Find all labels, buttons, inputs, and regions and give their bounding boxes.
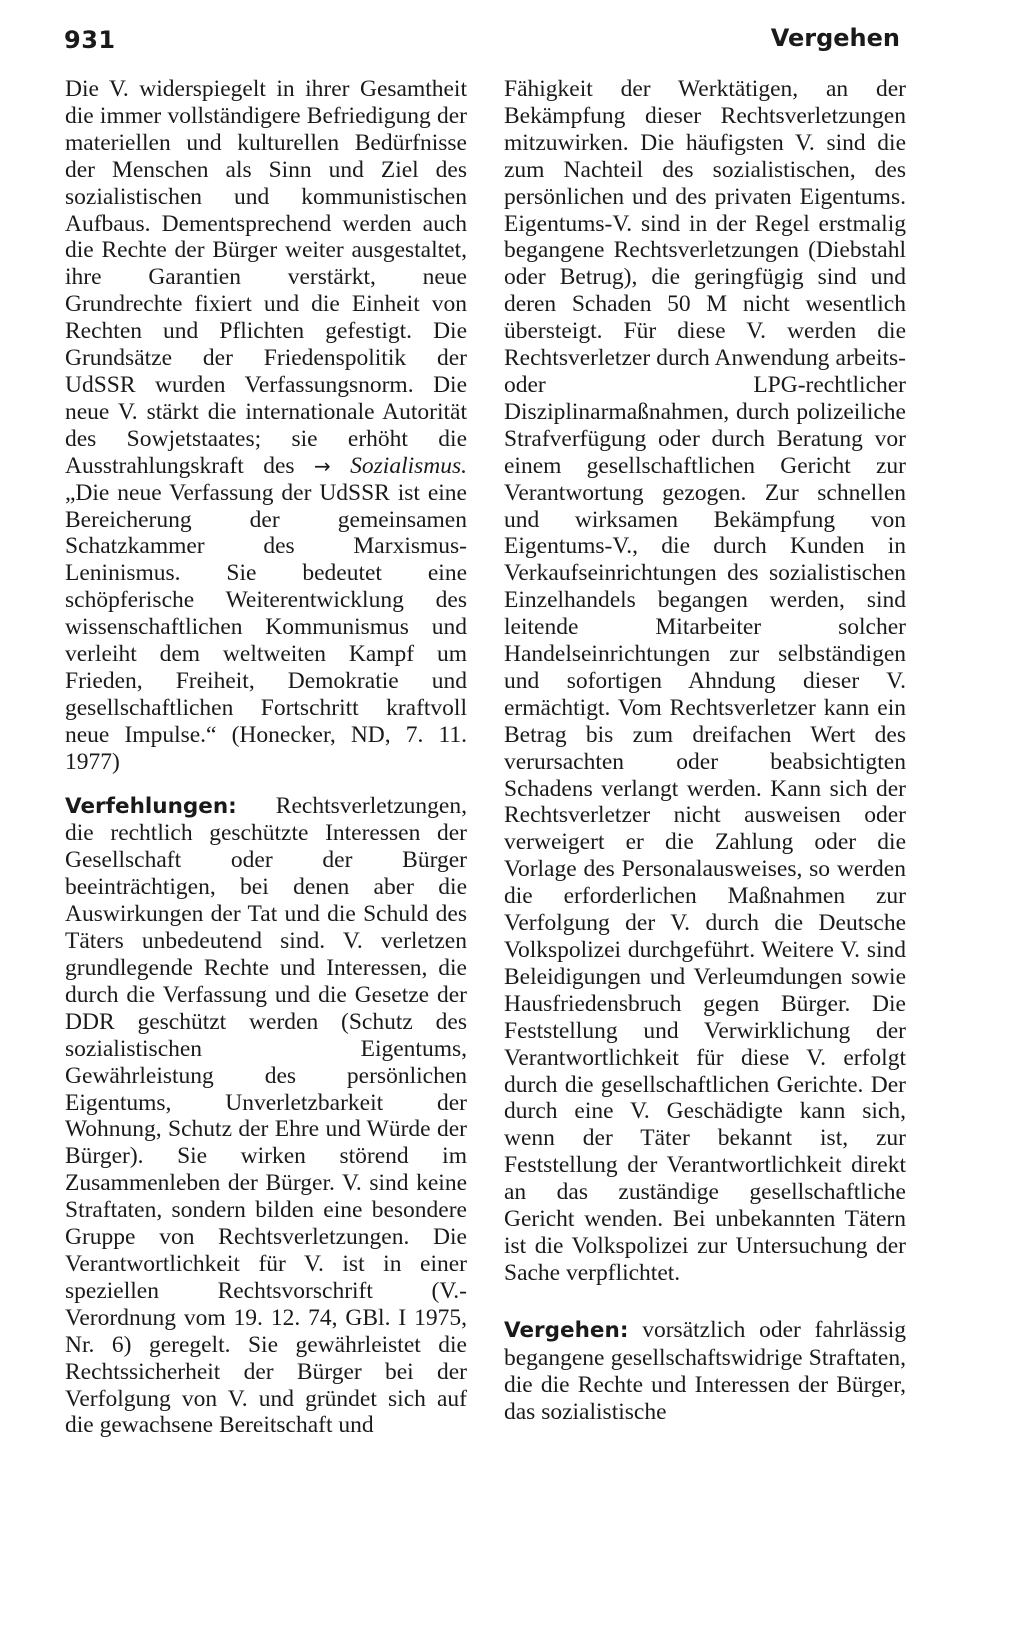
running-head: Vergehen (770, 24, 900, 52)
paragraph-text: Die V. widerspiegelt in ihrer Gesamtheit die immer vollständigere Befriedigung der materiellen und kulturellen Bedürfnisse der Menschen als Sinn und Ziel des sozialistischen und kommunistischen Aufbaus. Dementsprechend werden auch die Rechte der Bürger weiter ausgestaltet, ihre Garantien verstärkt, neue Grundrechte fixiert und die Einheit von Rechten und Pflichten gefestigt. Die Grundsätze der Friedenspolitik der UdSSR wurden Verfassungsnorm. Die neue V. stärkt die internationale Autorität des Sowjetstaates; sie erhöht die Ausstrahlungskraft des (65, 76, 467, 479)
page-number: 931 (64, 26, 116, 54)
right-column (504, 76, 906, 1425)
entry-verfehlungen (65, 793, 467, 1440)
entry-text: Rechtsverletzungen, die rechtlich geschützte Interessen der Gesellschaft oder der Bürger beeinträchtigen, bei denen aber die Auswirkungen der Tat und die Schuld des Täters unbedeutend sind. V. verletzen grundlegende Rechte und Interessen, die durch die Verfassung und die Gesetze der DDR geschützt werden (Schutz des sozialistischen Eigentums, Gewährleistung des persönlichen Eigentums, Unverletzbarkeit der Wohnung, Schutz der Ehre und Würde der Bürger). Sie wirken störend im Zusammenleben der Bürger. V. sind keine Straftaten, sondern bilden eine besondere Gruppe von Rechtsverletzungen. Die Verantwortlichkeit für V. ist in einer speziellen Rechtsvorschrift (V.-Verordnung vom 19. 12. 74, GBl. I 1975, Nr. 6) geregelt. Sie gewährleistet die Rechtssicherheit der Bürger bei der Verfolgung von V. und gründet sich auf die gewachsene Bereitschaft und (65, 792, 467, 1439)
paragraph-text: „Die neue Verfassung der UdSSR ist eine Bereicherung der gemeinsamen Schatzkammer des Marxismus-Leninismus. Sie bedeutet eine schöpferische Weiterentwicklung des wissenschaftlichen Kommunismus und verleiht dem weltweiten Kampf um Frieden, Freiheit, Demokratie und gesellschaftlichen Fortschritt kraftvoll neue Impulse.“ (Honecker, ND, 7. 11. 1977) (65, 479, 467, 775)
paragraph-verfehlungen-continuation (504, 76, 906, 1287)
cross-reference-link[interactable]: Sozialismus. (350, 452, 468, 479)
paragraph-text: Fähigkeit der Werktätigen, an der Bekämpfung dieser Rechtsverletzungen mitzuwirken. Die häufigsten V. sind die zum Nachteil des sozialistischen, des persönlichen und des privaten Eigentums. Eigentums-V. sind in der Regel erstmalig begangene Rechtsverletzungen (Diebstahl oder Betrug), die geringfügig sind und deren Schaden 50 M nicht wesentlich übersteigt. Für diese V. werden die Rechtsverletzer durch Anwendung arbeits- oder LPG-rechtlicher Disziplinarmaßnahmen, durch polizeiliche Strafverfügung oder durch Beratung vor einem gesellschaftlichen Gericht zur Verantwortung gezogen. Zur schnellen und wirksamen Bekämpfung von Eigentums-V., die durch Kunden in Verkaufseinrichtungen des sozialistischen Einzelhandels begangen werden, sind leitende Mitarbeiter solcher Handelseinrichtungen zur selbständigen und sofortigen Ahndung dieser V. ermächtigt. Vom Rechtsverletzer kann ein Betrag bis zum dreifachen Wert des verursachten oder beabsichtigten Schadens verlangt werden. Kann sich der Rechtsverletzer nicht ausweisen oder verweigert er die Zahlung oder die Vorlage des Personalausweises, so werden die erforderlichen Maßnahmen zur Verfolgung der V. durch die Deutsche Volkspolizei durchgeführt. Weitere V. sind Beleidigungen und Verleumdungen sowie Hausfriedensbruch gegen Bürger. Die Feststellung und Verwirklichung der Verantwortlichkeit für diese V. erfolgt durch die gesellschaftlichen Gerichte. Der durch eine V. Geschädigte kann sich, wenn der Täter bekannt ist, zur Feststellung der Verantwortlichkeit direkt an das zuständige gesellschaftliche Gericht wenden. Bei unbekannten Tätern ist die Volkspolizei zur Untersuchung der Sache verpflichtet. (504, 76, 906, 1286)
paragraph-verfassung-continuation (65, 76, 467, 776)
left-column (65, 76, 467, 1439)
entry-term: Vergehen: (504, 1317, 629, 1343)
cross-reference-arrow-icon: → (313, 453, 331, 478)
entry-vergehen (504, 1317, 906, 1426)
entry-term: Verfehlungen: (65, 793, 237, 819)
entry-text: vorsätzlich oder fahrlässig begangene gesellschaftswidrige Straftaten, die die Rechte und Interessen der Bürger, das sozialistische (504, 1316, 907, 1425)
